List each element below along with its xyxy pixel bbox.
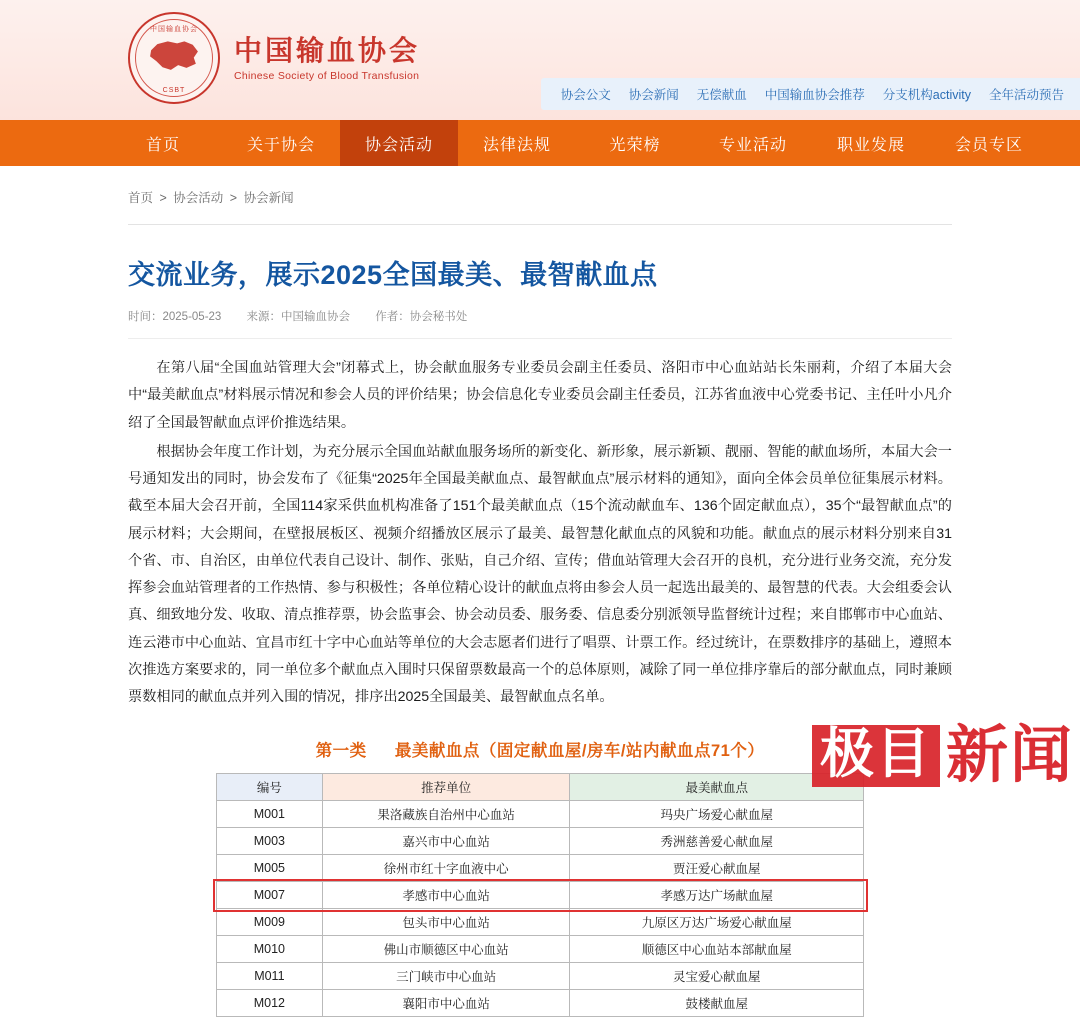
top-link-3[interactable]: 中国输血协会推荐 xyxy=(764,88,865,102)
association-emblem-icon xyxy=(128,12,220,104)
table-body xyxy=(217,801,864,1017)
cell-no: M003 xyxy=(217,828,323,855)
cell-unit: 佛山市顺德区中心血站 xyxy=(322,936,570,963)
table-row-highlighted xyxy=(217,882,864,909)
nav-item-activities[interactable]: 协会活动 xyxy=(340,120,458,166)
top-link-5[interactable]: 全年活动预告 xyxy=(988,88,1064,102)
top-link-1[interactable]: 协会新闻 xyxy=(628,88,679,102)
emblem-bottom-text: CSBT xyxy=(162,87,186,94)
main-navigation xyxy=(0,120,1080,166)
column-header-site: 最美献血点 xyxy=(570,774,864,801)
nav-item-members[interactable]: 会员专区 xyxy=(954,136,1023,154)
breadcrumb-item-1[interactable]: 协会活动 xyxy=(173,191,224,205)
top-link-0[interactable]: 协会公文 xyxy=(560,88,611,102)
cell-unit: 三门峡市中心血站 xyxy=(322,963,570,990)
table-row xyxy=(217,963,864,990)
cell-site: 孝感万达广场献血屋 xyxy=(570,882,864,909)
meta-author xyxy=(375,311,467,323)
table-header xyxy=(217,774,864,801)
cell-site: 灵宝爱心献血屋 xyxy=(570,963,864,990)
nav-item-honor[interactable]: 光荣榜 xyxy=(609,136,661,154)
article-body xyxy=(128,355,952,711)
nav-item-home[interactable]: 首页 xyxy=(145,136,180,154)
nav-item-professional[interactable]: 专业活动 xyxy=(718,136,787,154)
emblem-top-text: 中国输血协会 xyxy=(150,26,198,33)
watermark-block: 极目 xyxy=(812,725,940,787)
cell-no: M001 xyxy=(217,801,323,828)
breadcrumb-separator-0: > xyxy=(159,191,167,205)
column-header-unit: 推荐单位 xyxy=(322,774,570,801)
table-section-title xyxy=(128,737,952,761)
article-paragraph-0: 在第八届“全国血站管理大会”闭幕式上，协会献血服务专业委员会副主任委员、洛阳市中心血站站长朱丽莉，介绍了本届大会中“最美献血点”材料展示情况和参会人员的评价结果；协会信息化专业委员会副主任委员，江苏省血液中心党委书记、主任叶小凡介绍了全国最智献血点评价推选结果。 xyxy=(128,360,952,431)
nav-item-laws[interactable]: 法律法规 xyxy=(482,136,551,154)
site-logo[interactable] xyxy=(128,12,420,104)
table-row xyxy=(217,990,864,1017)
cell-unit: 嘉兴市中心血站 xyxy=(322,828,570,855)
breadcrumb xyxy=(128,166,952,225)
table-row xyxy=(217,936,864,963)
cell-no: M007 xyxy=(217,882,323,909)
table-row xyxy=(217,855,864,882)
cell-unit: 襄阳市中心血站 xyxy=(322,990,570,1017)
nav-item-career[interactable]: 职业发展 xyxy=(836,136,905,154)
table-row xyxy=(217,909,864,936)
meta-author-value: 协会秘书处 xyxy=(409,311,468,323)
watermark-text: 新闻 xyxy=(945,721,1074,790)
cell-no: M010 xyxy=(217,936,323,963)
cell-no: M011 xyxy=(217,963,323,990)
nav-item-about[interactable]: 关于协会 xyxy=(246,136,315,154)
site-header xyxy=(0,0,1080,120)
table-row xyxy=(217,828,864,855)
meta-author-label: 作者： xyxy=(375,311,410,323)
meta-time-value: 2025-05-23 xyxy=(162,311,222,323)
page-content xyxy=(0,166,1080,1017)
logo-text-group xyxy=(234,34,420,83)
article-meta xyxy=(128,308,952,339)
table-row xyxy=(217,801,864,828)
page-title: 交流业务，展示2025全国最美、最智献血点 xyxy=(128,260,658,290)
breadcrumb-separator-1: > xyxy=(229,191,238,205)
meta-source-label: 来源： xyxy=(246,311,282,323)
top-link-4[interactable]: 分支机构activity xyxy=(882,88,971,102)
logo-title-cn: 中国输血协会 xyxy=(234,34,421,66)
logo-title-en: Chinese Society of Blood Transfusion xyxy=(234,70,420,83)
column-header-no: 编号 xyxy=(217,774,323,801)
table-section-title-prefix: 第一类 xyxy=(315,742,367,761)
cell-unit: 果洛藏族自治州中心血站 xyxy=(322,801,570,828)
article-paragraph-1: 根据协会年度工作计划，为充分展示全国血站献血服务场所的新变化、新形象，展示新颖、靓丽、智能的献血场所，本届大会一号通知发出的同时，协会发布了《征集“2025年全国最美献血点、最智献血点”展示材料的通知》，面向全体会员单位征集展示材料。截至本届大会召开前，全国114家采供血机构准备了151个最美献血点（15个流动献血车、136个固定献血点），35个“最智献血点”的展示材料；大会期间，在壁报展板区、视频介绍播放区展示了最美、最智慧化献血点的风貌和功能。献血点的展示材料分别来自31个省、市、自治区，由单位代表自己设计、制作、张贴，自己介绍、宣传；借血站管理大会召开的良机，充分进行业务交流，充分发挥参会血站管理者的工作热情、参与积极性；各单位精心设计的献血点将由参会人员一起选出最美的、最智慧的代表。大会组委会认真、细致地分发、收取、清点推荐票，协会监事会、协会动员委、服务委、信息委分别派领导监督统计过程；来自邯郸市中心血站、连云港市中心血站、宜昌市红十字中心血站等单位的大会志愿者们进行了唱票、计票工作。经过统计，在票数排序的基础上，遵照本次推选方案要求的，同一单位多个献血点入围时只保留票数最高一个的总体原则，减除了同一单位排序靠后的部分献血点，同时兼顾票数相同的献血点并列入围的情况，排序出2025全国最美、最智献血点名单。 xyxy=(128,443,952,706)
top-quick-links xyxy=(541,78,1080,110)
cell-site: 顺德区中心血站本部献血屋 xyxy=(570,936,864,963)
breadcrumb-item-0[interactable]: 首页 xyxy=(128,191,154,205)
cell-site: 秀洲慈善爱心献血屋 xyxy=(570,828,864,855)
cell-unit: 孝感市中心血站 xyxy=(322,882,570,909)
cell-site: 鼓楼献血屋 xyxy=(570,990,864,1017)
meta-time-label: 时间： xyxy=(128,311,163,323)
breadcrumb-item-2[interactable]: 协会新闻 xyxy=(243,191,294,205)
meta-time xyxy=(128,311,221,323)
meta-source-value: 中国输血协会 xyxy=(281,311,351,323)
cell-no: M005 xyxy=(217,855,323,882)
cell-unit: 包头市中心血站 xyxy=(322,909,570,936)
top-link-2[interactable]: 无偿献血 xyxy=(696,88,747,102)
cell-no: M009 xyxy=(217,909,323,936)
table-section-title-main: 最美献血点（固定献血屋/房车/站内献血点71个） xyxy=(394,742,765,761)
meta-source xyxy=(247,311,351,323)
cell-site: 玛央广场爱心献血屋 xyxy=(570,801,864,828)
table-header-row xyxy=(217,774,864,801)
cell-unit: 徐州市红十字血液中心 xyxy=(322,855,570,882)
best-donation-sites-table xyxy=(216,773,864,1017)
cell-site: 九原区万达广场爱心献血屋 xyxy=(570,909,864,936)
cell-site: 贾汪爱心献血屋 xyxy=(570,855,864,882)
cell-no: M012 xyxy=(217,990,323,1017)
